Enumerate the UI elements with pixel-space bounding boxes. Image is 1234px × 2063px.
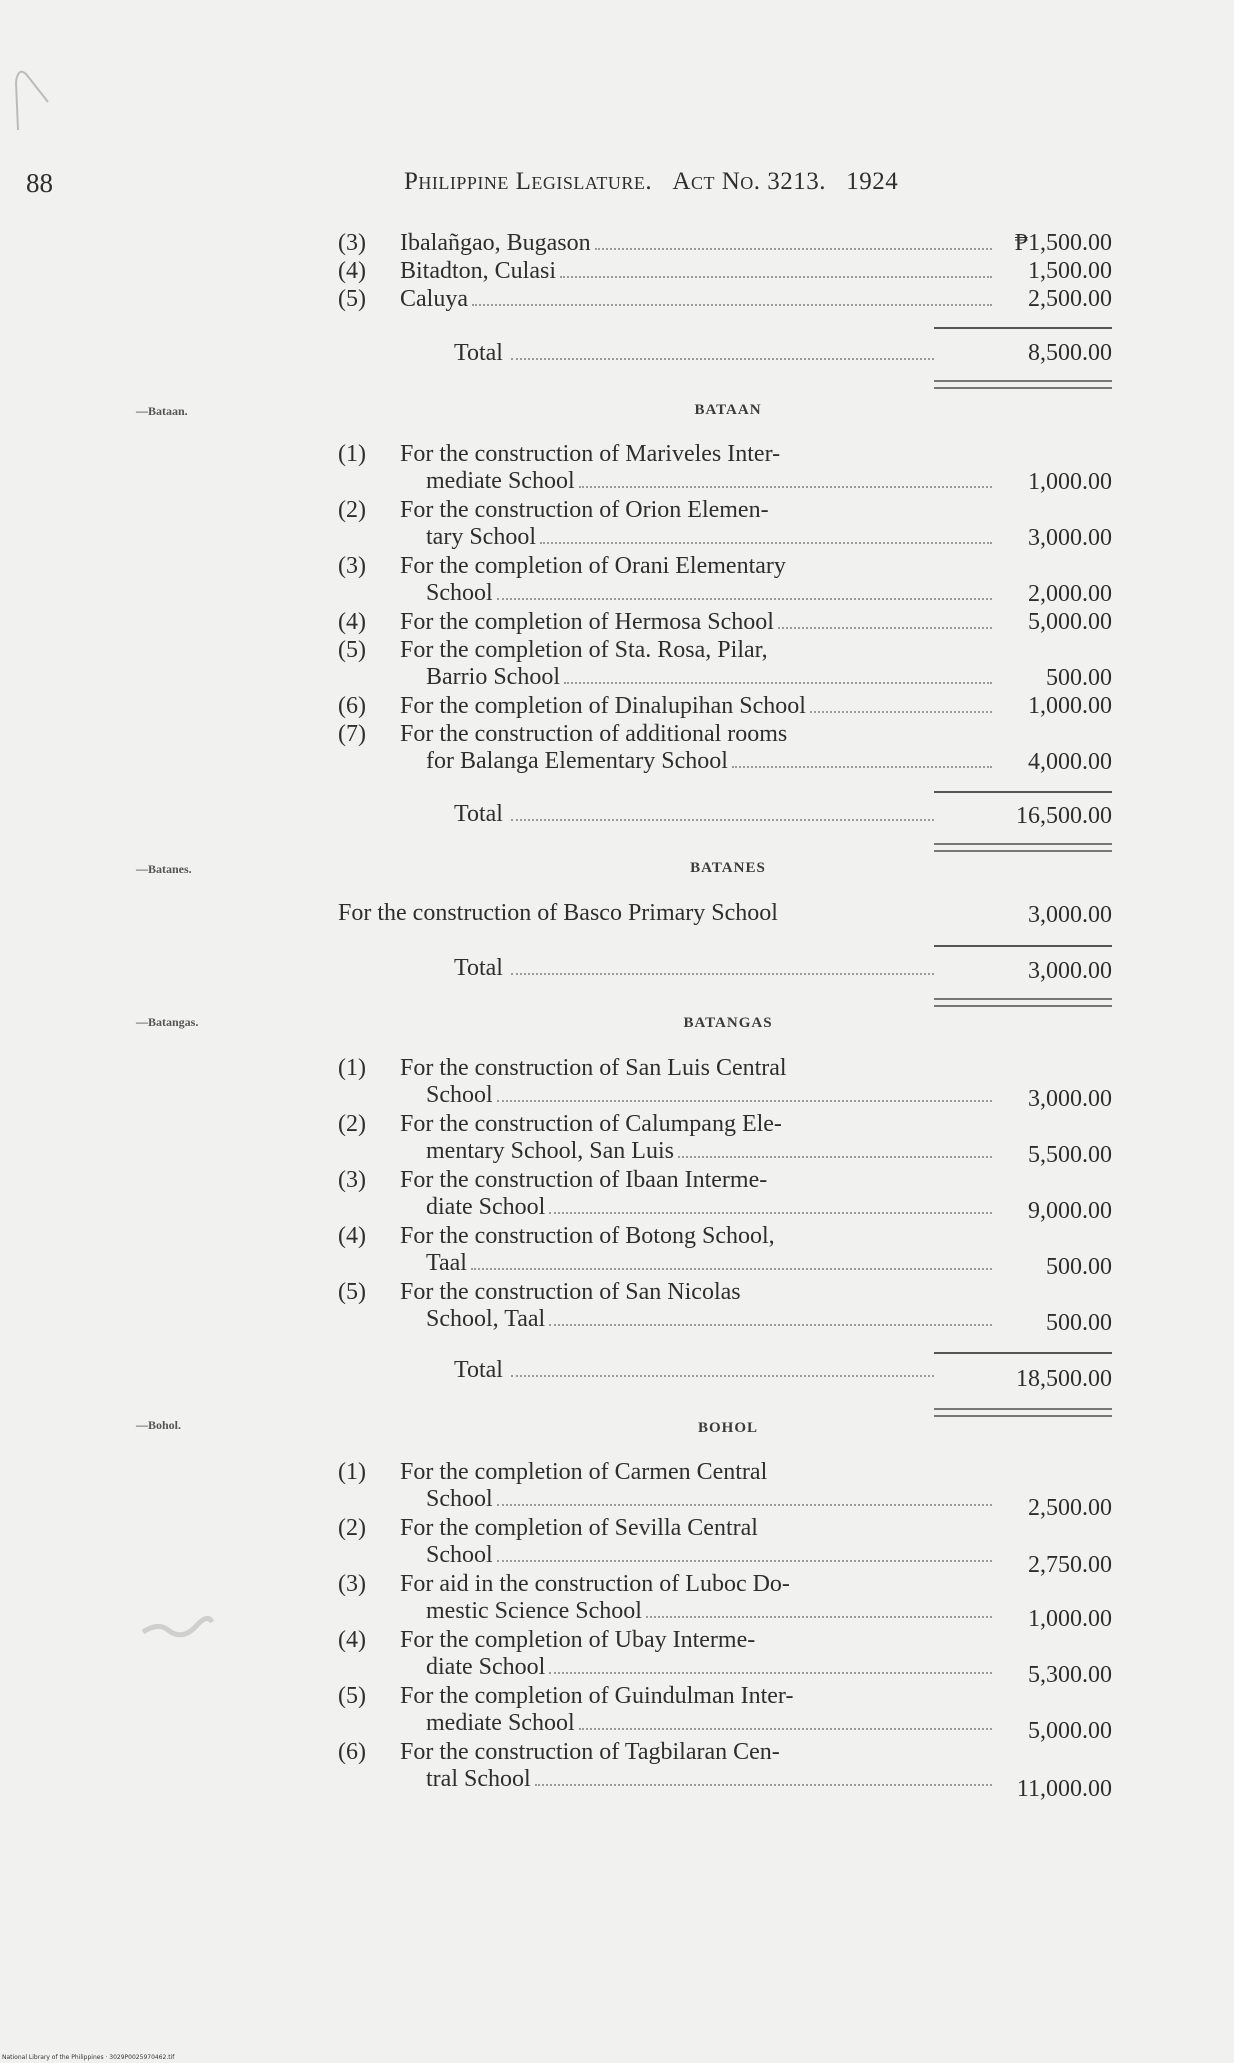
list-item: (2) For the construction of Orion Elemen- tary School: [338, 497, 1113, 551]
total-row: Total: [454, 955, 934, 982]
margin-note: —Bataan.: [136, 404, 188, 418]
list-item: (4) For the completion of Hermosa School: [338, 609, 1113, 636]
section-heading: BATANES: [690, 860, 766, 876]
margin-note: —Batanes.: [136, 862, 192, 876]
double-rule: [934, 843, 1112, 852]
pencil-mark: [8, 62, 58, 132]
total-row: Total: [454, 801, 934, 828]
section-heading: BATAAN: [694, 402, 762, 418]
running-head: [404, 168, 898, 196]
double-rule: [934, 1408, 1112, 1417]
sum-rule: [934, 945, 1112, 947]
list-item: (4) For the construction of Botong School, Taal: [338, 1223, 1113, 1277]
list-item: (3) For aid in the construction of Luboc Do- mestic Science School: [338, 1571, 1113, 1625]
amount: 5,500.00: [1028, 1142, 1112, 1168]
section-heading: BATANGAS: [683, 1015, 773, 1031]
list-item: (5) For the completion of Guindulman Inter- mediate School: [338, 1683, 1113, 1737]
section-heading: BOHOL: [697, 1420, 758, 1436]
ink-smudge: [138, 1602, 218, 1652]
scan-footer: National Library of the Philippines · 3029P0025970462.tif: [2, 2054, 175, 2061]
sum-rule: [934, 327, 1112, 329]
amount: 1,500.00: [1028, 258, 1112, 284]
margin-note: —Bohol.: [136, 1418, 182, 1432]
amount: 5,000.00: [1028, 1718, 1112, 1744]
amount: ₱1,500.00: [1014, 230, 1112, 256]
legislature-title: Philippine Legislature.: [404, 168, 653, 195]
amount: 5,000.00: [1028, 609, 1112, 635]
amount: 5,300.00: [1028, 1662, 1112, 1688]
amount: 9,000.00: [1028, 1198, 1112, 1224]
list-item: (1) For the construction of Mariveles Inter- mediate School: [338, 441, 1113, 495]
list-item: (3) For the construction of Ibaan Interme- diate School: [338, 1167, 1113, 1221]
amount: 1,000.00: [1028, 693, 1112, 719]
amount: 500.00: [1046, 665, 1112, 691]
list-item: (6) For the completion of Dinalupihan School: [338, 693, 1113, 720]
amount: 3,000.00: [1028, 1086, 1112, 1112]
act-number: Act No. 3213.: [672, 168, 827, 195]
list-item: (4) Bitadton, Culasi: [338, 258, 1113, 285]
total-amount: 3,000.00: [1028, 958, 1112, 984]
total-row: Total: [454, 340, 934, 367]
list-item: (7) For the construction of additional rooms for Balanga Elementary School: [338, 721, 1113, 775]
list-item: (5) For the construction of San Nicolas School, Taal: [338, 1279, 1113, 1333]
amount: 4,000.00: [1028, 749, 1112, 775]
list-item: For the construction of Basco Primary School: [338, 900, 778, 926]
amount: 2,500.00: [1028, 286, 1112, 312]
list-item: (3) Ibalañgao, Bugason: [338, 230, 1113, 257]
list-item: (1) For the completion of Carmen Central School: [338, 1459, 1113, 1513]
list-item: (3) For the completion of Orani Elementary School: [338, 553, 1113, 607]
amount: 500.00: [1046, 1310, 1112, 1336]
list-item: (5) Caluya: [338, 286, 1113, 313]
amount: 1,000.00: [1028, 1606, 1112, 1632]
sum-rule: [934, 1352, 1112, 1354]
amount: 2,750.00: [1028, 1552, 1112, 1578]
list-item: (2) For the construction of Calumpang Ele- mentary School, San Luis: [338, 1111, 1113, 1165]
amount: 2,500.00: [1028, 1495, 1112, 1521]
list-item: (4) For the completion of Ubay Interme- diate School: [338, 1627, 1113, 1681]
amount: 11,000.00: [1016, 1776, 1112, 1802]
amount: 1,000.00: [1028, 469, 1112, 495]
double-rule: [934, 998, 1112, 1007]
amount: 500.00: [1046, 1254, 1112, 1280]
list-item: (1) For the construction of San Luis Central School: [338, 1055, 1113, 1109]
amount: 2,000.00: [1028, 581, 1112, 607]
list-item: (5) For the completion of Sta. Rosa, Pilar, Barrio School: [338, 637, 1113, 691]
amount: 3,000.00: [1028, 525, 1112, 551]
margin-note: —Batangas.: [136, 1015, 199, 1029]
sum-rule: [934, 791, 1112, 793]
list-item: (2) For the completion of Sevilla Central School: [338, 1515, 1113, 1569]
page-number: 88: [26, 168, 53, 198]
double-rule: [934, 380, 1112, 389]
total-amount: 18,500.00: [1016, 1366, 1112, 1392]
list-item: (6) For the construction of Tagbilaran Cen- tral School: [338, 1739, 1113, 1793]
amount: 3,000.00: [1028, 902, 1112, 928]
total-row: Total: [454, 1357, 934, 1384]
year: 1924: [846, 168, 899, 195]
total-amount: 16,500.00: [1016, 803, 1112, 829]
total-amount: 8,500.00: [1028, 340, 1112, 366]
